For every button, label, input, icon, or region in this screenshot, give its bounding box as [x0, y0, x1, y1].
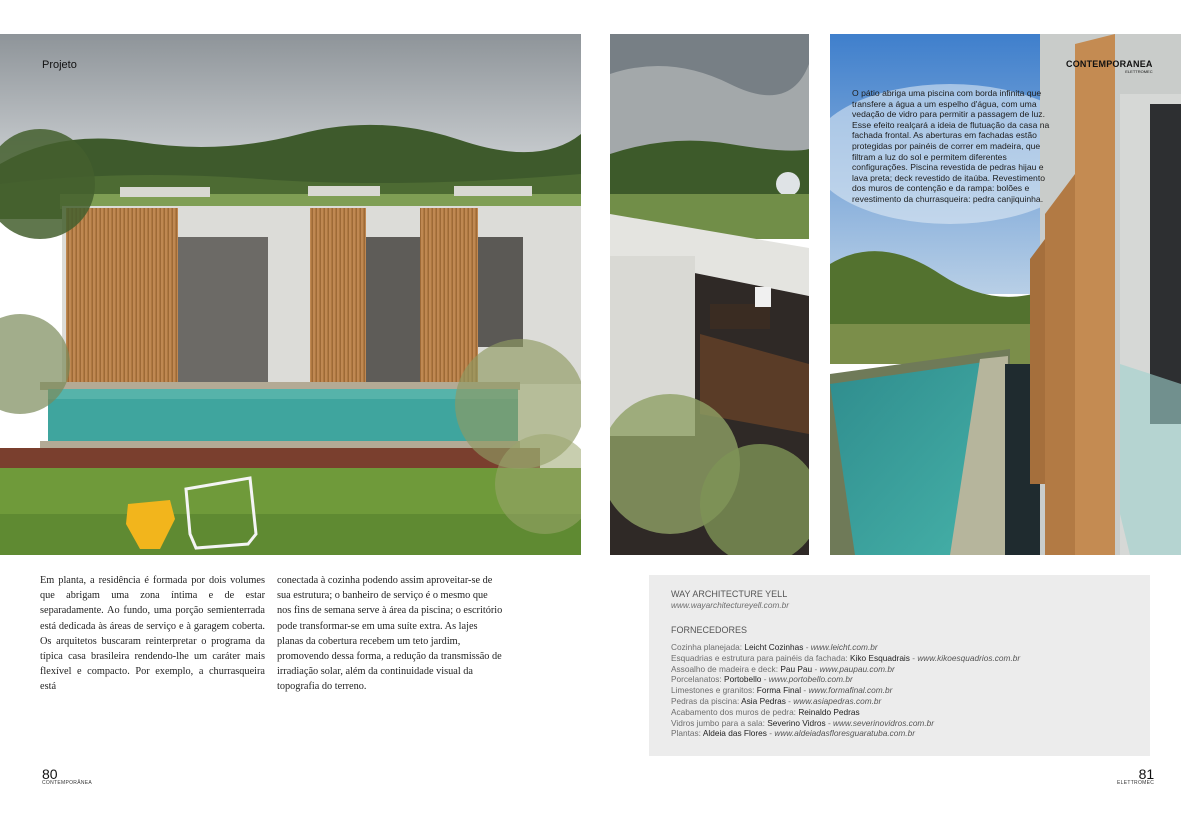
- body-column-2: conectada à cozinha podendo assim aproveitar-se de sua estrutura; o banheiro de serviço é o mesmo que nos fins de semana serve à área da piscina; o escritório pode transformar-se em uma suíte extra. As lajes planas da cobertura recebem um teto jardim, promovendo dessa forma, a redução da transmissão de irradiação solar, além da continuidade visual da topografia do terreno.: [277, 575, 503, 693]
- brand-logo: [1066, 59, 1153, 74]
- brand-name: CONTEMPORANEA: [1066, 59, 1153, 69]
- credits-box: [649, 575, 1150, 756]
- supplier-label: Limestones e granitos:: [671, 685, 755, 696]
- supplier-row: [671, 707, 1128, 718]
- supplier-list: [671, 642, 1128, 739]
- supplier-row: Plantas: Aldeia das Flores - www.aldeiadasfloresguaratuba.com.br: [671, 728, 915, 739]
- supplier-row: Limestones e granitos: Forma Final - www.formafinal.com.br: [671, 685, 893, 696]
- supplier-name: Pau Pau: [780, 663, 813, 674]
- page-number-right-value: 81: [1138, 766, 1155, 782]
- credits-firm-url[interactable]: www.wayarchitectureyell.com.br: [671, 600, 790, 610]
- page-number-left-value: 80: [42, 766, 58, 782]
- supplier-row: Cozinha planejada: Leicht Cozinhas - www.leicht.com.br: [671, 642, 878, 652]
- supplier-row: Esquadrias e estrutura para painéis da fachada: Kiko Esquadrais - www.kikoesquadrios.com.br: [671, 652, 1021, 663]
- supplier-url[interactable]: www.asiapedras.com.br: [793, 695, 882, 706]
- supplier-row: Assoalho de madeira e deck: Pau Pau - www.paupau.com.br: [671, 663, 895, 674]
- credits-firm: WAY ARCHITECTURE YELL: [671, 589, 788, 599]
- page-number-right: [1117, 766, 1154, 786]
- supplier-row: Porcelanatos: Portobello - www.portobello.com.br: [671, 674, 853, 685]
- supplier-url[interactable]: www.portobello.com.br: [768, 674, 853, 685]
- photo-caption: O pátio abriga uma piscina com borda infinita que transfere a água a um espelho d'água, com uma vedação de vidro para permitir a passagem de luz. Esse efeito realçará a ideia de flutuação da casa na fachada frontal. As aberturas em fachadas estão protegidas por painéis de correr em madeira, que filtram a luz do sol e permitem diferentes configurações. Piscina revestida de pedras hijau e lava preta; deck revestido de itaúba. Revestimento dos muros de contenção e da rampa: bolões e revestimento da churrasqueira: pedra canjiquinha.: [852, 88, 1050, 204]
- credits-heading: FORNECEDORES: [671, 625, 748, 635]
- supplier-label: Porcelanatos:: [671, 674, 722, 685]
- supplier-label: Acabamento dos muros de pedra:: [671, 706, 796, 717]
- supplier-name: Forma Final: [756, 685, 802, 696]
- supplier-label: Esquadrias e estrutura para painéis da fachada:: [671, 652, 848, 663]
- body-column-1: Em planta, a residência é formada por dois volumes que abrigam uma zona íntima e de estar separadamente. Ao fundo, uma porção semienterrada está dedicada às áreas de serviço e à garagem coberta. Os arquitetos buscaram reinterpretar o programa da típica casa brasileira rendendo-lhe um caráter mais flexível e compacto. Por exemplo, a churrasqueira está: [40, 575, 265, 693]
- supplier-name: Reinaldo Pedras: [798, 706, 860, 717]
- supplier-name: Asia Pedras: [741, 695, 786, 706]
- supplier-url[interactable]: www.formafinal.com.br: [808, 685, 893, 696]
- supplier-url[interactable]: www.leicht.com.br: [810, 642, 878, 652]
- page-number-left-label: CONTEMPORÂNEA: [42, 780, 93, 786]
- supplier-name: Portobello: [724, 674, 762, 685]
- supplier-row: Vidros jumbo para a sala: Severino Vidros - www.severinovidros.com.br: [671, 717, 935, 728]
- supplier-label: Assoalho de madeira e deck:: [671, 663, 779, 674]
- photo-green-roof: [610, 34, 809, 555]
- supplier-label: Vidros jumbo para a sala:: [671, 717, 765, 728]
- supplier-url[interactable]: www.severinovidros.com.br: [833, 717, 935, 728]
- photo-house-pool: [0, 34, 581, 555]
- section-label: Projeto: [42, 59, 77, 71]
- supplier-url[interactable]: www.aldeiadasfloresguaratuba.com.br: [774, 728, 915, 739]
- supplier-name: Kiko Esquadrais: [849, 652, 910, 663]
- supplier-url[interactable]: www.kikoesquadrios.com.br: [917, 652, 1021, 663]
- supplier-name: Leicht Cozinhas: [744, 642, 804, 652]
- supplier-name: Aldeia das Flores: [702, 728, 767, 739]
- supplier-label: Plantas:: [671, 728, 701, 739]
- page-number-left: [42, 766, 92, 786]
- supplier-label: Cozinha planejada:: [671, 642, 743, 652]
- supplier-row: Pedras da piscina: Asia Pedras - www.asiapedras.com.br: [671, 695, 882, 706]
- supplier-name: Severino Vidros: [767, 717, 826, 728]
- brand-sub: ELETTROMEC: [1125, 69, 1153, 74]
- page-number-right-label: ELETTROMEC: [1117, 780, 1155, 786]
- supplier-label: Pedras da piscina:: [671, 695, 740, 706]
- supplier-url[interactable]: www.paupau.com.br: [819, 663, 895, 674]
